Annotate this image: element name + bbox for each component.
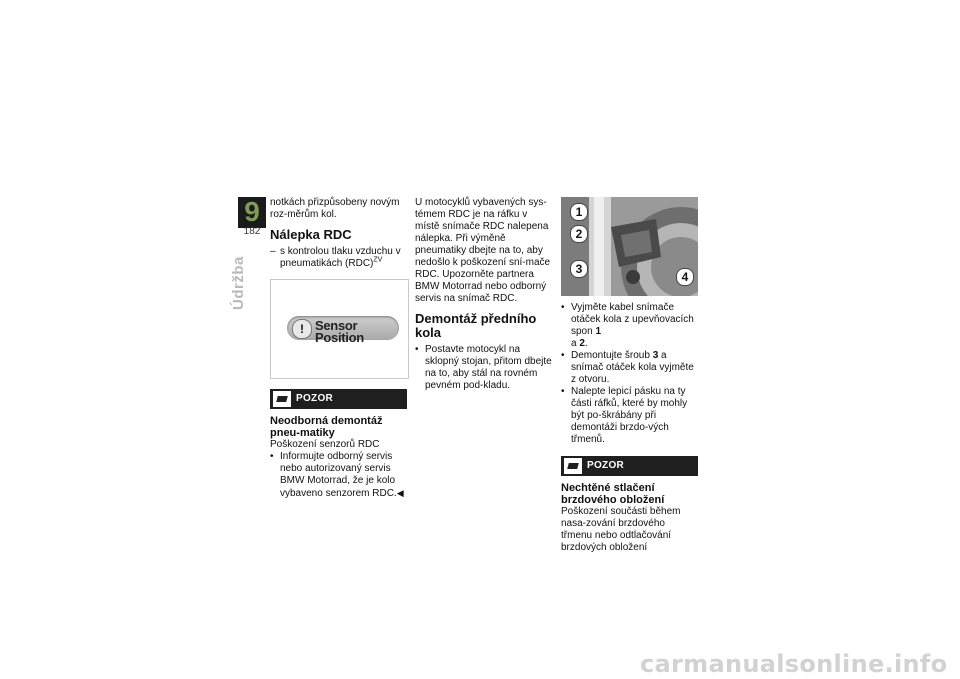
list-item-text: Postavte motocykl na sklopný stojan, přitom dbejte na to, aby stál na rovném pevném pod-kladu. (425, 344, 552, 391)
watermark: carmanualsonline.info (640, 650, 948, 678)
list-item-text: Demontujte šroub (571, 350, 653, 361)
warning-banner (561, 456, 698, 476)
end-mark-icon: ◀ (396, 488, 404, 498)
dash-item-text: s kontrolou tlaku vzduchu v pneumatikách (RDC) (280, 246, 401, 269)
warning-title: Nechtěné stlačení brzdového obložení (561, 482, 665, 506)
exclamation-icon: ! (292, 319, 312, 339)
heading-front-wheel-removal: Demontáž předního kola (415, 311, 537, 340)
callout-2: 2 (570, 225, 588, 243)
sensor-sticker (287, 316, 399, 345)
chapter-number: 9 (244, 196, 260, 227)
rdc-paragraph: U motocyklů vybavených sys-témem RDC je na ráfku v místě snímače RDC nalepena nálepka. Při výměně pneumatiky dbejte na to, aby nedošlo k poškození sní-mače RDC. Upozorněte partnera BMW Motorrad nebo odborný servis na snímač RDC. (415, 197, 551, 304)
list-item (561, 350, 698, 386)
warning-title: Neodborná demontáž pneu-matiky (270, 415, 383, 439)
callout-4: 4 (676, 268, 694, 286)
reference-3: 3 (652, 350, 659, 361)
dash-item (270, 246, 407, 270)
sensor-sticker-label: Sensor Position (315, 318, 364, 345)
warning-bullet (270, 451, 407, 500)
list-item-text: Nalepte lepicí pásku na ty části ráfků, které by mohly být po-škrábány při demontáži brzdo-vých třmenů. (571, 386, 688, 445)
list-item-text: a (571, 338, 580, 349)
callout-3: 3 (570, 260, 588, 278)
warning-label: POZOR (587, 460, 625, 471)
warning-text: Poškození součásti během nasa-zování brzdového třmenu nebo odtlačování brzdových obložení (561, 506, 681, 553)
reference-2: 2 (579, 338, 585, 349)
warning-bullet-text: Informujte odborný servis nebo autorizovaný servis BMW Motorrad, že je kolo vybaveno senzorem RDC. (280, 451, 397, 499)
column-2 (415, 197, 552, 392)
callout-1: 1 (570, 203, 588, 221)
list-item (561, 386, 698, 446)
reference-1: 1 (595, 326, 602, 337)
page-number: 182 (243, 226, 261, 237)
option-superscript: ZV (373, 256, 383, 264)
list-item (415, 344, 552, 392)
intro-text: notkách přizpůsobeny novým roz-měrům kol. (270, 197, 400, 220)
section-label: Údržba (230, 256, 247, 310)
warning-cause: Poškození senzorů RDC (270, 439, 380, 450)
list-item-text: . (584, 338, 588, 349)
list-item (561, 302, 698, 350)
warning-label: POZOR (296, 393, 334, 404)
heading-rdc-sticker: Nálepka RDC (270, 227, 352, 242)
sensor-position-image (270, 279, 409, 379)
column-1 (270, 197, 407, 500)
column-3 (561, 197, 698, 554)
brake-caliper-photo (561, 197, 698, 296)
caution-hand-icon (564, 458, 582, 474)
caution-hand-icon (273, 391, 291, 407)
list-item-text: Vyjměte kabel snímače otáček kola z upevňovacích spon (571, 302, 694, 337)
list-item-text: a snímač otáček kola vyjměte z otvoru. (571, 350, 694, 385)
warning-banner (270, 389, 407, 409)
